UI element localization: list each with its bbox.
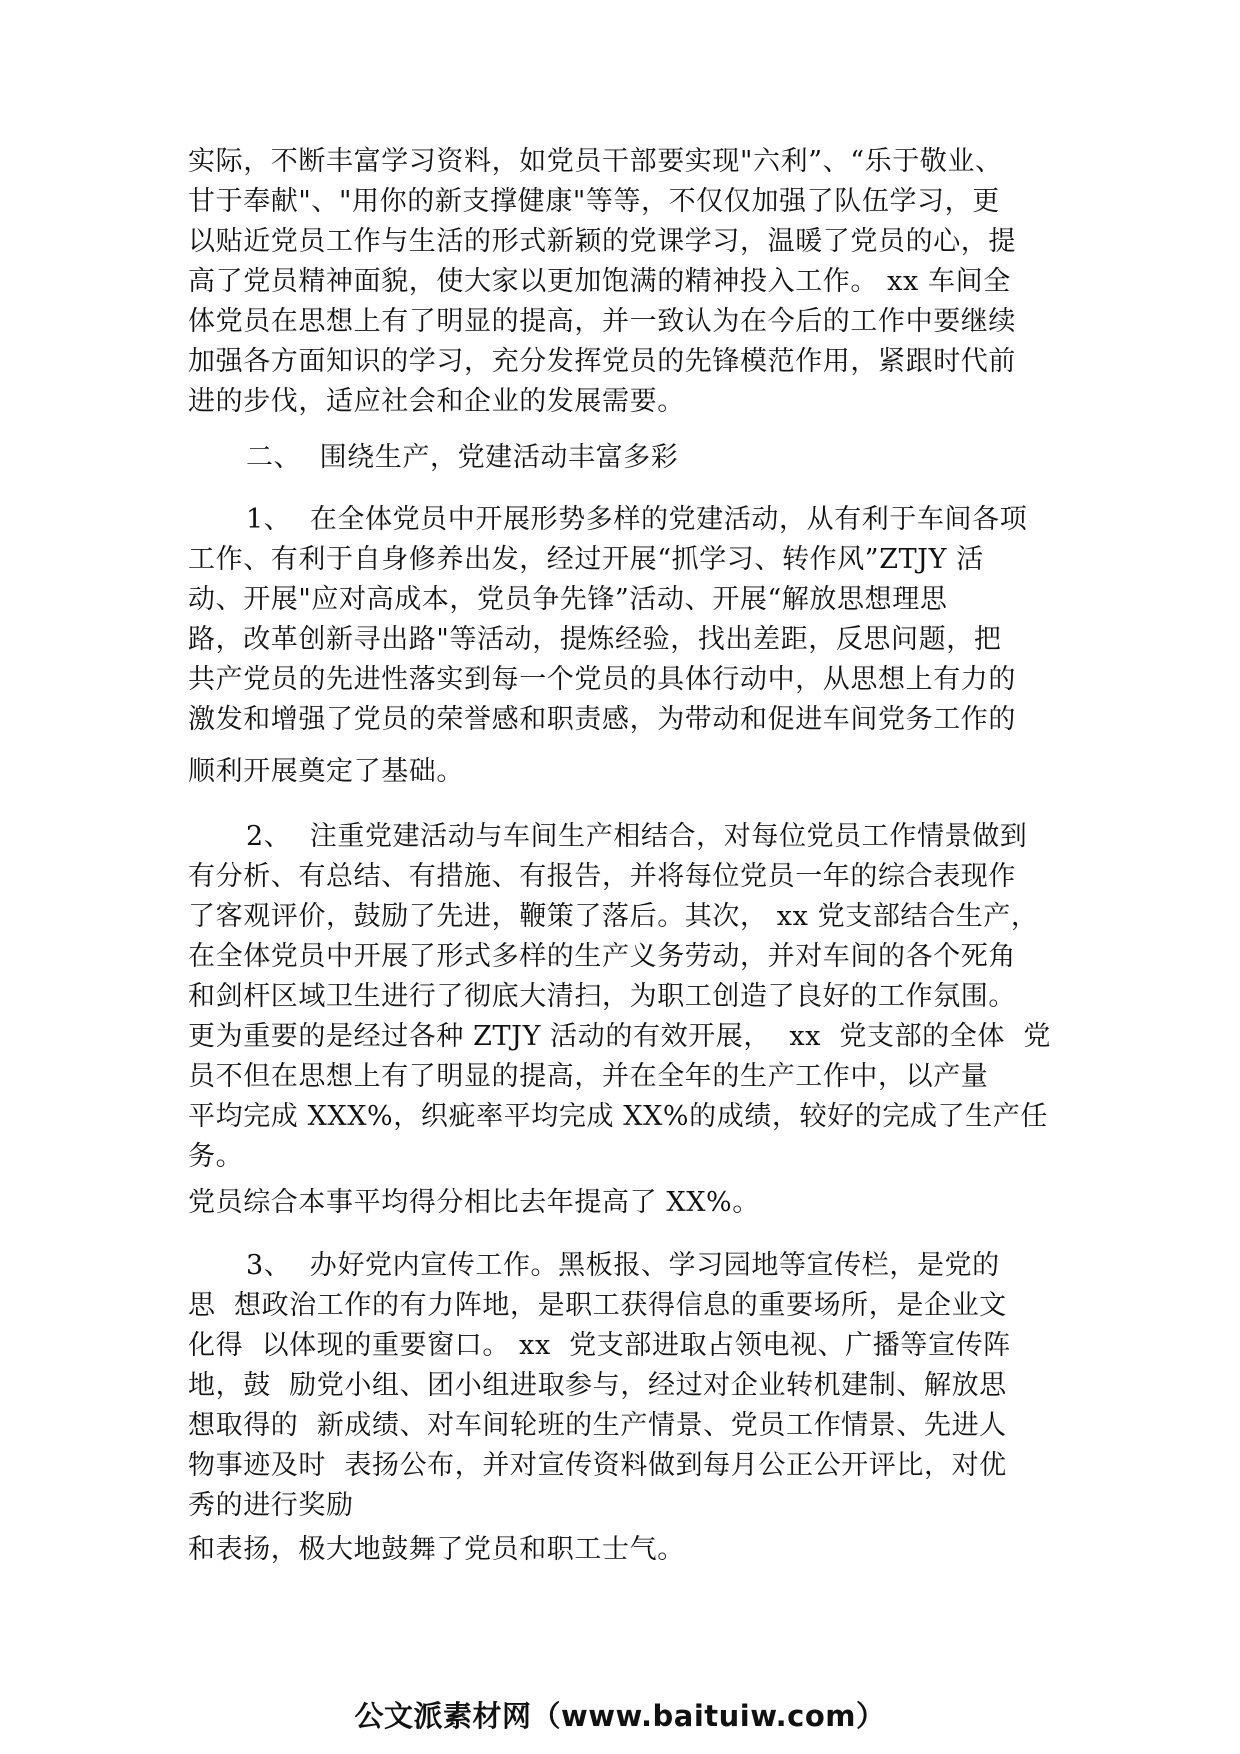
text-line: 地，鼓 励党小组、团小组进取参与，经过对企业转机建制、解放思 [188, 1370, 1007, 1401]
text-line: 了客观评价，鼓励了先进，鞭策了落后。其次， xx 党支部结合生产， [188, 901, 1039, 932]
text-line: 顺利开展奠定了基础。 [188, 756, 464, 787]
paragraph-item-1-tail [188, 752, 1068, 792]
text-line: 甘于奉献"、"用你的新支撑健康"等等，不仅仅加强了队伍学习，更 [188, 186, 1000, 217]
text-line: 工作、有利于自身修养出发，经过开展“抓学习、转作风”ZTJY 活 [188, 544, 984, 575]
text-line: 激发和增强了党员的荣誉感和职责感，为带动和促进车间党务工作的 [188, 704, 1016, 735]
text-line: 进的步伐，适应社会和企业的发展需要。 [188, 386, 685, 417]
text-line: 加强各方面知识的学习，充分发挥党员的先锋模范作用，紧跟时代前 [188, 346, 1016, 377]
text-line: 动、开展"应对高成本，党员争先锋”活动、开展“解放思想理思 [188, 584, 948, 615]
text-line: 务。 [188, 1141, 244, 1172]
text-line: 在全体党员中开展了形式多样的生产义务劳动，并对车间的各个死角 [188, 941, 1016, 972]
text-line: 和剑杆区域卫生进行了彻底大清扫，为职工创造了良好的工作氛围。 [188, 981, 1016, 1012]
paragraph-1 [188, 142, 1068, 422]
text-line: 化得 以体现的重要窗口。 xx 党支部进取占领电视、广播等宣传阵 [188, 1330, 1011, 1361]
paragraph-item-3 [188, 1246, 1068, 1526]
text-line: 以贴近党员工作与生活的形式新颖的党课学习，温暖了党员的心，提 [188, 226, 1016, 257]
text-line: 党员综合本事平均得分相比去年提高了 XX%。 [188, 1187, 760, 1218]
footer-source-credit: 公文派素材网（www.baituiw.com） [354, 1699, 886, 1733]
text-line: 秀的进行奖励 [188, 1490, 354, 1521]
paragraph-item-1 [188, 500, 1068, 740]
text-line: 共产党员的先进性落实到每一个党员的具体行动中，从思想上有力的 [188, 664, 1016, 695]
text-line: 高了党员精神面貌，使大家以更加饱满的精神投入工作。 xx 车间全 [188, 266, 1011, 297]
paragraph-item-2 [188, 817, 1068, 1177]
text-line: 有分析、有总结、有措施、有报告，并将每位党员一年的综合表现作 [188, 861, 1016, 892]
section-heading [188, 438, 1068, 478]
text-line: 思 想政治工作的有力阵地，是职工获得信息的重要场所，是企业文 [188, 1290, 1007, 1321]
text-line: 更为重要的是经过各种 ZTJY 活动的有效开展， xx 党支部的全体 党 [188, 1021, 1051, 1052]
text-line: 路，改革创新寻出路"等活动，提炼经验，找出差距，反思问题，把 [188, 624, 1002, 655]
paragraph-item-2-tail [188, 1183, 1068, 1223]
text-line: 员不但在思想上有了明显的提高，并在全年的生产工作中，以产量 [188, 1061, 989, 1092]
text-line: 和表扬，极大地鼓舞了党员和职工士气。 [188, 1534, 685, 1565]
text-line: 3、 办好党内宣传工作。黑板报、学习园地等宣传栏，是党的 [246, 1250, 1000, 1281]
text-line: 1、 在全体党员中开展形势多样的党建活动，从有利于车间各项 [246, 504, 1028, 535]
heading-text: 二、 围绕生产，党建活动丰富多彩 [246, 442, 679, 473]
text-line: 物事迹及时 表扬公布，并对宣传资料做到每月公正公开评比，对优 [188, 1450, 1007, 1481]
text-line: 2、 注重党建活动与车间生产相结合，对每位党员工作情景做到 [246, 821, 1028, 852]
paragraph-item-3-tail [188, 1530, 1068, 1570]
text-line: 实际，不断丰富学习资料，如党员干部要实现"六利”、“乐于敬业、 [188, 146, 1003, 177]
text-line: 体党员在思想上有了明显的提高，并一致认为在今后的工作中要继续 [188, 306, 1016, 337]
text-line: 平均完成 XXX%，织疵率平均完成 XX%的成绩，较好的完成了生产任 [188, 1101, 1048, 1132]
text-line: 想取得的 新成绩、对车间轮班的生产情景、党员工作情景、先进人 [188, 1410, 1007, 1441]
